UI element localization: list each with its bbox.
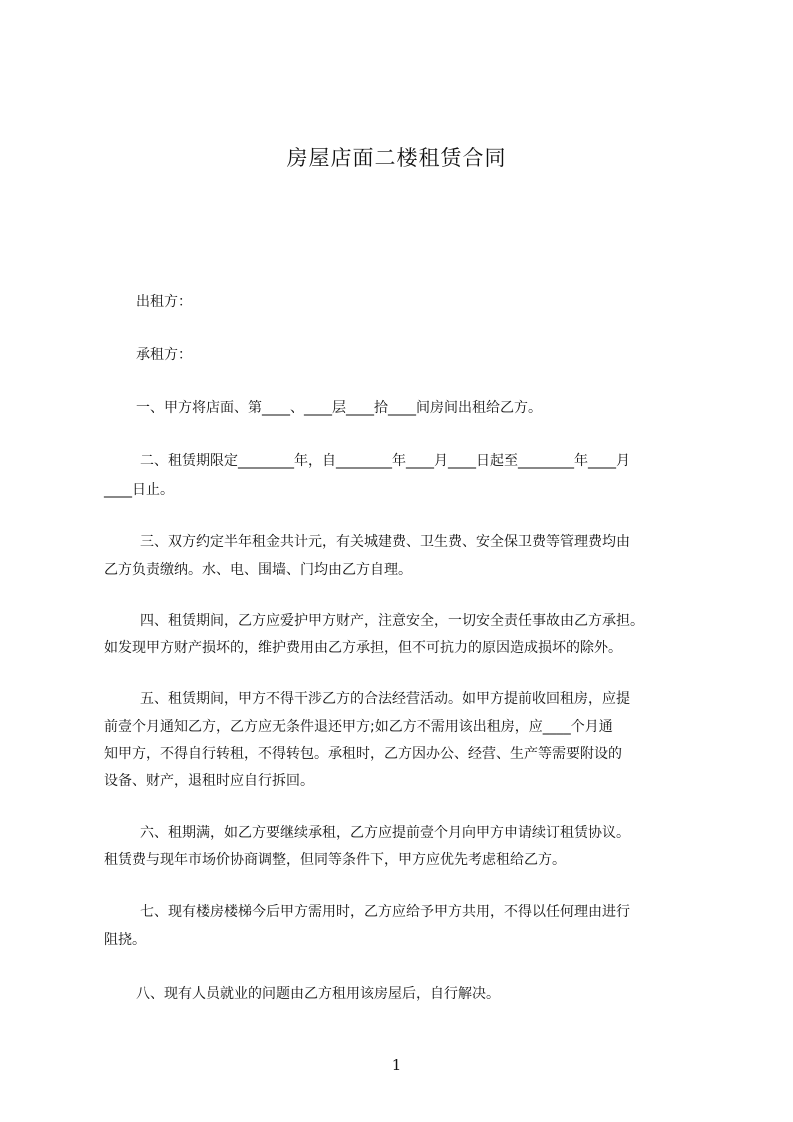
clause-4-line-2: 如发现甲方财产损坏的，维护费用由乙方承担，但不可抗力的原因造成损坏的除外。 bbox=[104, 640, 622, 656]
lessee-label: 承租方： bbox=[136, 347, 192, 363]
clause-6-line-2: 租赁费与现年市场价协商调整，但同等条件下，甲方应优先考虑租给乙方。 bbox=[104, 852, 566, 868]
clause-5-line-4: 设备、财产，退租时应自行拆回。 bbox=[104, 773, 314, 789]
clause-5-line-3: 知甲方，不得自行转租，不得转包。承租时，乙方因办公、经营、生产等需要附设的 bbox=[104, 746, 622, 762]
clause-6-line-1: 六、租期满，如乙方要继续承租，乙方应提前壹个月向甲方申请续订租赁协议。 bbox=[140, 825, 630, 841]
clause-3-line-2: 乙方负责缴纳。水、电、围墙、门均由乙方自理。 bbox=[104, 562, 412, 578]
page-number: 1 bbox=[391, 1056, 402, 1074]
lessor-label: 出租方： bbox=[136, 294, 192, 310]
clause-5-line-2: 前壹个月通知乙方，乙方应无条件退还甲方;如乙方不需用该出租房，应____个月通 bbox=[104, 719, 613, 735]
clause-8-line-1: 八、现有人员就业的问题由乙方租用该房屋后，自行解决。 bbox=[136, 986, 500, 1002]
document-title: 房屋店面二楼租赁合同 bbox=[286, 146, 507, 170]
clause-7-line-1: 七、现有楼房楼梯今后甲方需用时，乙方应给予甲方共用，不得以任何理由进行 bbox=[140, 904, 630, 920]
clause-4-line-1: 四、租赁期间，乙方应爱护甲方财产，注意安全，一切安全责任事故由乙方承担。 bbox=[140, 613, 644, 629]
clause-2-line-1: 二、租赁期限定________年，自________年____月____日起至________年____月 bbox=[140, 453, 630, 469]
clause-5-line-1: 五、租赁期间，甲方不得干涉乙方的合法经营活动。如甲方提前收回租房，应提 bbox=[140, 691, 630, 707]
clause-3-line-1: 三、双方约定半年租金共计元，有关城建费、卫生费、安全保卫费等管理费均由 bbox=[140, 534, 630, 550]
clause-7-line-2: 阻挠。 bbox=[104, 932, 146, 948]
clause-2-line-2: ____日止。 bbox=[104, 482, 174, 498]
clause-1-line-1: 一、甲方将店面、第____、____层____拾____间房间出租给乙方。 bbox=[136, 400, 542, 416]
